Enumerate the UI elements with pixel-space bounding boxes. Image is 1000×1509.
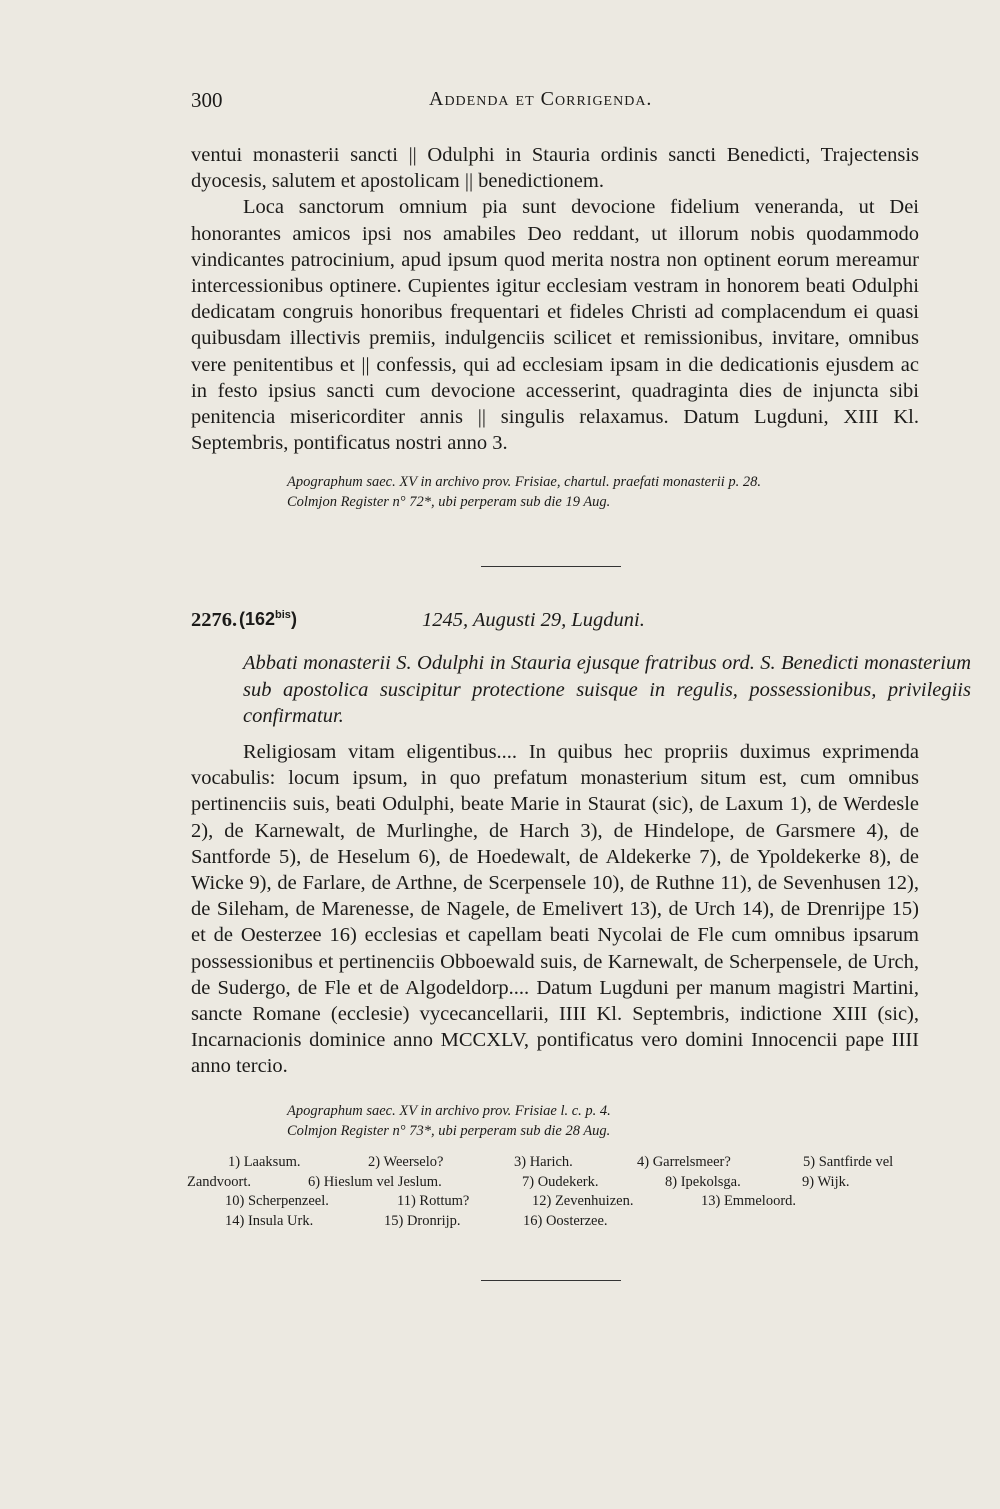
document-reference: $(162^{bis})$ bbox=[239, 609, 297, 629]
source-line: Apographum saec. XV in archivo prov. Frisiae l. c. p. 4. bbox=[287, 1103, 611, 1119]
footnotes bbox=[187, 1153, 919, 1231]
footnote: 2) Weerselo? bbox=[368, 1154, 444, 1170]
source-line: Colmjon Register n° 72*, ubi perperam sub die 19 Aug. bbox=[287, 493, 611, 510]
footnote: 3) Harich. bbox=[514, 1154, 573, 1170]
page-number: 300 bbox=[191, 88, 223, 112]
paragraph-body: Loca sanctorum omnium pia sunt devocione fidelium veneranda, ut Dei honorantes amicos ipsi nos amabiles Deo reddant, ut illorum nobis quodammodo vindicantes patrocinium, apud ipsum quod merita nostra non optinent eorum mereamur intercessionibus optinere. Cupientes igitur ecclesiam vestram in honorem beati Odulphi dedicatam congruis honoribus frequentari et fideles Christi ad complacendum ei quasi quibusdam illectivis premiis, indulgenciis scilicet et remissionibus, invitare, omnibus vere penitentibus et || confessis, qui ad ecclesiam ipsam in die dedicationis ejusdem ac in festo ipsius sancti cum devocione accesserint, quadraginta dies de injuncta sibi penitencia misericorditer annis || singulis relaxamus. Datum Lugduni, XIII Kl. Septembris, pontificatus nostri anno 3. bbox=[191, 196, 919, 455]
end-divider bbox=[481, 1280, 621, 1281]
footnote-line bbox=[191, 1153, 919, 1173]
footnote-line bbox=[191, 1212, 919, 1232]
document-source bbox=[191, 1102, 1000, 1141]
document-heading bbox=[191, 609, 919, 639]
document-number: 2276. bbox=[191, 609, 238, 631]
footnote: Zandvoort. bbox=[187, 1173, 252, 1190]
footnote: 7) Oudekerk. bbox=[522, 1173, 599, 1190]
footnote: 1) Laaksum. bbox=[228, 1154, 301, 1170]
section-divider bbox=[481, 566, 621, 567]
footnote-line bbox=[187, 1173, 919, 1193]
footnote: 9) Wijk. bbox=[802, 1173, 850, 1190]
previous-document-text bbox=[191, 142, 919, 456]
paragraph-address: ventui monasterii sancti || Odulphi in Stauria ordinis sancti Benedicti, Trajectensis dyocesis, salutem et apostolicam || benedictionem. bbox=[191, 144, 919, 193]
footnote: 11) Rottum? bbox=[397, 1193, 470, 1209]
document-date: 1245, Augusti 29, Lugduni. bbox=[422, 609, 645, 631]
document-body: Religiosam vitam eligentibus.... In quibus hec propriis duximus exprimenda vocabulis: locum ipsum, in quo prefatum monasterium situm est, cum omnibus pertinenciis suis, beati Odulphi, beate Marie in Staurat (sic), de Laxum 1), de Werdesle 2), de Karnewalt, de Murlinghe, de Harch 3), de Hindelope, de Garsmere 4), de Santforde 5), de Heselum 6), de Hoedewalt, de Aldekerke 7), de Ypoldekerke 8), de Wicke 9), de Farlare, de Arthne, de Scerpensele 10), de Ruthne 11), de Sevenhusen 12), de Sileham, de Marenesse, de Nagele, de Emelivert 13), de Urch 14), de Drenrijpe 15) et de Oesterzee 16) ecclesias et capellam beati Nycolai de Fle cum omnibus ipsarum possessionibus et pertinenciis Obboewald suis, de Karnewalt, de Scherpensele, de Urch, de Sudergo, de Fle et de Algodeldorp.... Datum Lugduni per manum magistri Martini, sancte Romane (ecclesie) vycecancellarii, IIII Kl. Septembris, indictione XIII (sic), Incarnacionis dominice anno MCCXLV, pontificatus vero domini Innocencii pape IIII anno tercio. bbox=[191, 741, 919, 1078]
footnote: 15) Dronrijp. bbox=[384, 1212, 461, 1229]
footnote: 14) Insula Urk. bbox=[225, 1212, 314, 1229]
page-header bbox=[191, 88, 919, 118]
footnote: 4) Garrelsmeer? bbox=[637, 1154, 731, 1170]
footnote: 6) Hieslum vel Jeslum. bbox=[308, 1173, 442, 1190]
source-line: Apographum saec. XV in archivo prov. Frisiae, chartul. praefati monasterii p. 28. bbox=[287, 474, 762, 490]
footnote: 13) Emmeloord. bbox=[701, 1193, 797, 1209]
footnote-line bbox=[191, 1192, 919, 1212]
source-line: Colmjon Register n° 73*, ubi perperam sub die 28 Aug. bbox=[287, 1122, 611, 1139]
footnote: 8) Ipekolsga. bbox=[665, 1173, 741, 1190]
document-regest: Abbati monasterii S. Odulphi in Stauria ejusque fratribus ord. S. Benedicti monasterium sub apostolica suscipitur protectione suisque in regulis, possessionibus, privilegiis confirmatur. bbox=[243, 652, 971, 727]
running-title: Addenda et Corrigenda. bbox=[429, 88, 653, 110]
previous-document-source bbox=[191, 473, 1000, 512]
footnote: 5) Santfirde vel bbox=[803, 1154, 894, 1170]
footnote: 10) Scherpenzeel. bbox=[225, 1193, 329, 1209]
footnote: 12) Zevenhuizen. bbox=[532, 1193, 634, 1209]
footnote: 16) Oosterzee. bbox=[523, 1212, 608, 1229]
